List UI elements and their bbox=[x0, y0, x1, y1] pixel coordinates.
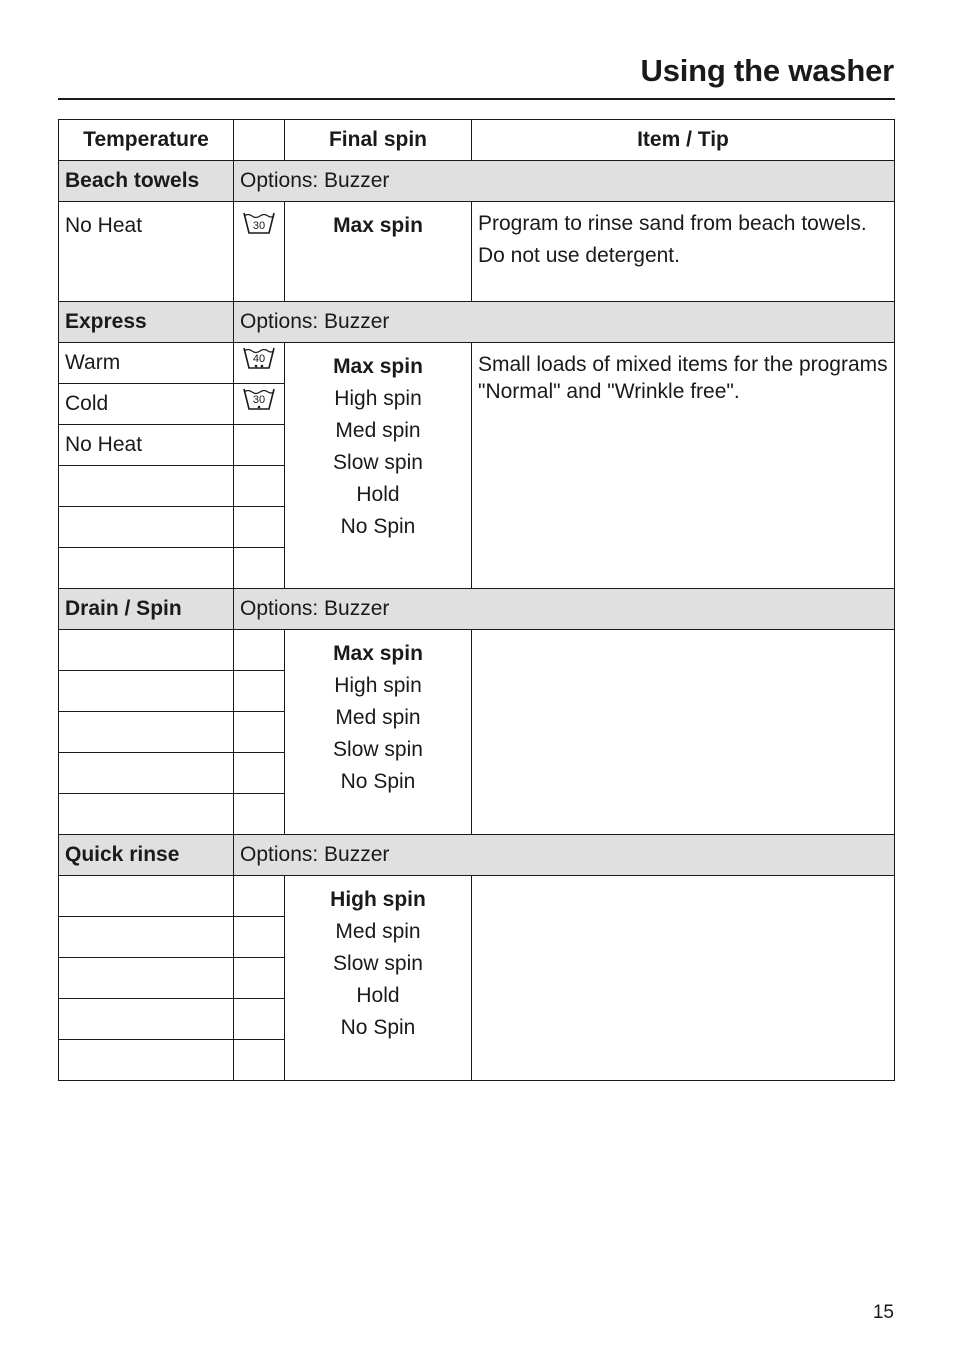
item-tip-cell bbox=[472, 202, 895, 302]
spin-option: High spin bbox=[334, 674, 422, 697]
section-name: Express bbox=[59, 302, 234, 343]
page-title: Using the washer bbox=[640, 53, 894, 88]
table-row bbox=[59, 202, 895, 302]
temperature-cell bbox=[59, 999, 234, 1040]
table-row bbox=[59, 630, 895, 671]
spin-option: Max spin bbox=[333, 355, 423, 378]
spin-option: Hold bbox=[356, 984, 400, 1007]
temperature-cell: No Heat bbox=[59, 202, 234, 302]
program-table bbox=[58, 119, 895, 1081]
temperature-cell bbox=[59, 466, 234, 507]
wash-temperature-symbol-icon bbox=[242, 210, 276, 236]
wash-symbol-cell bbox=[234, 671, 285, 712]
wash-temperature-symbol-icon bbox=[242, 345, 276, 371]
spin-option: High spin bbox=[330, 888, 426, 911]
spin-option: No Spin bbox=[340, 1016, 416, 1039]
table-header-row bbox=[59, 120, 895, 161]
wash-temp-label: 40 bbox=[252, 353, 266, 365]
temperature-cell: Warm bbox=[59, 343, 234, 384]
spin-option: High spin bbox=[334, 387, 422, 410]
wash-symbol-cell bbox=[234, 712, 285, 753]
section-row-quick-rinse bbox=[59, 835, 895, 876]
temperature-cell bbox=[59, 917, 234, 958]
final-spin-cell bbox=[285, 876, 472, 1081]
tip-text: Do not use detergent. bbox=[478, 244, 680, 267]
page-number: 15 bbox=[872, 1302, 894, 1323]
wash-symbol-cell bbox=[234, 507, 285, 548]
header-item-tip: Item / Tip bbox=[472, 120, 895, 161]
tip-text: Small loads of mixed items for the programs "Normal" and "Wrinkle free". bbox=[478, 353, 888, 403]
wash-symbol-cell bbox=[234, 425, 285, 466]
tip-text: Program to rinse sand from beach towels. bbox=[478, 212, 867, 235]
wash-temp-label: 30 bbox=[252, 220, 266, 232]
temperature-cell bbox=[59, 753, 234, 794]
temperature-cell bbox=[59, 507, 234, 548]
section-options: Options: Buzzer bbox=[234, 302, 895, 343]
temperature-cell bbox=[59, 794, 234, 835]
final-spin-cell bbox=[285, 343, 472, 589]
wash-symbol-cell bbox=[234, 958, 285, 999]
header-temperature: Temperature bbox=[59, 120, 234, 161]
temperature-cell bbox=[59, 958, 234, 999]
spin-option: Med spin bbox=[335, 706, 421, 729]
section-name: Drain / Spin bbox=[59, 589, 234, 630]
spin-option: Hold bbox=[356, 483, 400, 506]
wash-symbol-cell bbox=[234, 202, 285, 302]
temperature-cell bbox=[59, 876, 234, 917]
spin-option: Max spin bbox=[333, 642, 423, 665]
spin-option: No Spin bbox=[340, 515, 416, 538]
header-symbol bbox=[234, 120, 285, 161]
section-row-drain-spin bbox=[59, 589, 895, 630]
wash-symbol-cell bbox=[234, 548, 285, 589]
table-row bbox=[59, 876, 895, 917]
temperature-cell bbox=[59, 712, 234, 753]
spin-option: Slow spin bbox=[333, 451, 423, 474]
temperature-cell bbox=[59, 1040, 234, 1081]
temperature-cell: Cold bbox=[59, 384, 234, 425]
temperature-cell bbox=[59, 548, 234, 589]
item-tip-cell bbox=[472, 343, 895, 589]
section-name: Quick rinse bbox=[59, 835, 234, 876]
wash-symbol-cell bbox=[234, 466, 285, 507]
spin-option: Med spin bbox=[335, 419, 421, 442]
temperature-cell: No Heat bbox=[59, 425, 234, 466]
section-options: Options: Buzzer bbox=[234, 589, 895, 630]
wash-symbol-cell bbox=[234, 1040, 285, 1081]
section-options: Options: Buzzer bbox=[234, 161, 895, 202]
table-row bbox=[59, 343, 895, 384]
section-name: Beach towels bbox=[59, 161, 234, 202]
wash-symbol-cell bbox=[234, 384, 285, 425]
item-tip-cell bbox=[472, 630, 895, 835]
wash-temperature-symbol-icon bbox=[242, 386, 276, 412]
wash-symbol-cell bbox=[234, 876, 285, 917]
spin-option: Slow spin bbox=[333, 738, 423, 761]
header-final-spin: Final spin bbox=[285, 120, 472, 161]
wash-symbol-cell bbox=[234, 794, 285, 835]
temperature-cell bbox=[59, 630, 234, 671]
wash-symbol-cell bbox=[234, 753, 285, 794]
temperature-cell bbox=[59, 671, 234, 712]
spin-option: Max spin bbox=[333, 214, 423, 237]
wash-symbol-cell bbox=[234, 999, 285, 1040]
spin-option: No Spin bbox=[340, 770, 416, 793]
wash-symbol-cell bbox=[234, 917, 285, 958]
title-divider bbox=[58, 98, 895, 100]
section-row-express bbox=[59, 302, 895, 343]
wash-symbol-cell bbox=[234, 343, 285, 384]
final-spin-cell bbox=[285, 202, 472, 302]
item-tip-cell bbox=[472, 876, 895, 1081]
wash-temp-label: 30 bbox=[252, 394, 266, 406]
section-row-beach-towels bbox=[59, 161, 895, 202]
wash-symbol-cell bbox=[234, 630, 285, 671]
final-spin-cell bbox=[285, 630, 472, 835]
section-options: Options: Buzzer bbox=[234, 835, 895, 876]
spin-option: Slow spin bbox=[333, 952, 423, 975]
spin-option: Med spin bbox=[335, 920, 421, 943]
